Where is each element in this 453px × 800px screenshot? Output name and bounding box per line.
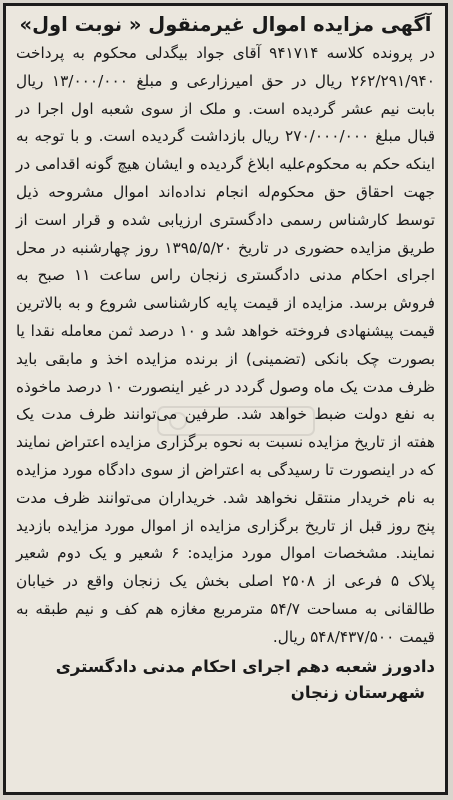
notice-signature bbox=[16, 654, 435, 706]
notice-title: آگهی مزایده اموال غیرمنقول « نوبت اول» bbox=[19, 13, 432, 36]
notice-body: در پرونده کلاسه ۹۴۱۷۱۴ آقای جواد بیگدلی محکوم به پرداخت ۲۶۲/۲۹۱/۹۴۰ ریال در حق امیرزارعی و مبلغ ۱۳/۰۰۰/۰۰۰ ریال بابت نیم عشر گردیده است. و ملک از سوی شعبه اول اجرا در قبال مبلغ ۲۷۰/۰۰۰/۰۰۰ ریال بازداشت گردیده است. و با توجه به اینکه حکم به محکوم‌علیه ابلاغ گردیده و ایشان هیچ گونه اقدامی در جهت احقاق حق محکوم‌له انجام نداده‌اند اموال مشروحه ذیل توسط کارشناس رسمی دادگستری ارزیابی شده و قرار است از طریق مزایده حضوری در تاریخ ۱۳۹۵/۵/۲۰ روز چهارشنبه در محل اجرای احکام مدنی دادگستری زنجان راس ساعت ۱۱ صبح به فروش برسد. مزایده از قیمت پایه کارشناسی شروع و به بالاترین قیمت پیشنهادی فروخته خواهد شد و ۱۰ درصد ثمن معامله نقدا یا بصورت چک بانکی (تضمینی) از برنده مزایده اخذ و مابقی باید ظرف مدت یک ماه وصول گردد در غیر اینصورت ۱۰ درصد ماخوذه به نفع دولت ضبط خواهد شد. طرفین می‌توانند ظرف مدت یک هفته از تاریخ مزایده نسبت به نحوه برگزاری مزایده اعتراض نمایند که در اینصورت تا رسیدگی به اعتراض از سوی دادگاه مورد مزایده به نام خریدار منتقل نخواهد شد. خریداران می‌توانند ظرف مدت پنج روز قبل از تاریخ برگزاری مزایده از اموال مورد مزایده بازدید نمایند. مشخصات اموال مورد مزایده: ۶ شعیر و یک دوم شعیر پلاک ۵ فرعی از ۲۵۰۸ اصلی بخش یک زنجان واقع در خیابان طالقانی به مساحت ۵۴/۷ مترمربع مغازه هم کف و نیم طبقه به قیمت ۵۴۸/۴۳۷/۵۰۰ ریال. bbox=[16, 44, 436, 646]
signature-line-2: شهرستان زنجان bbox=[290, 682, 425, 702]
signature-line-1: دادورز شعبه دهم اجرای احکام مدنی دادگستری bbox=[55, 656, 435, 676]
newspaper-notice bbox=[3, 3, 448, 795]
